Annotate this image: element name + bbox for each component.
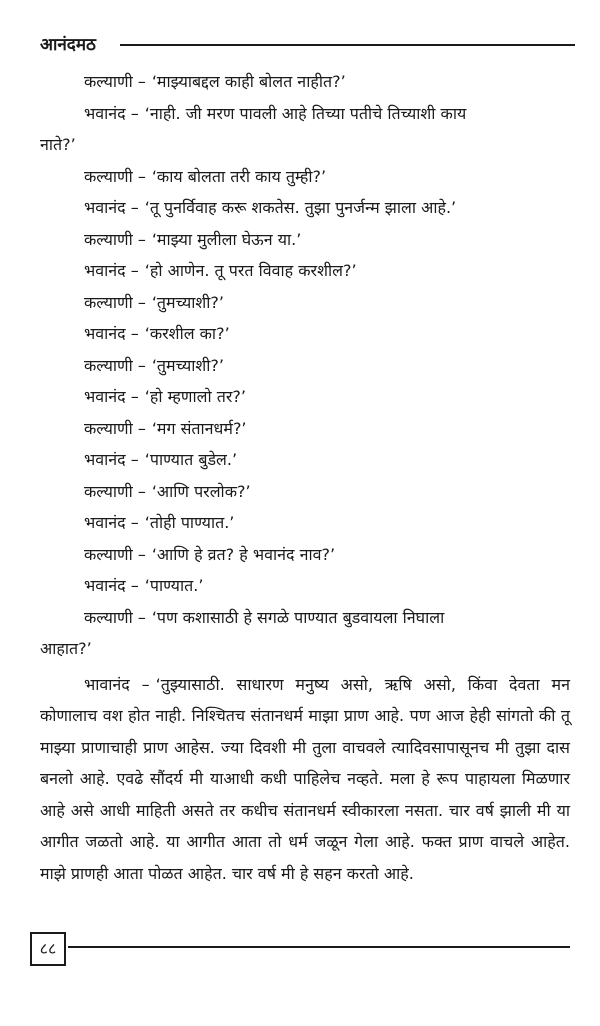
header-rule — [120, 44, 575, 46]
dialogue-text: ‘करशील का?’ — [144, 324, 230, 343]
dialogue-text: ‘हो म्हणालो तर?’ — [144, 387, 246, 406]
dialogue-line-continuation: आहात?’ — [40, 639, 92, 658]
speaker-name: भवानंद – — [84, 324, 139, 343]
dialogue-line — [40, 539, 570, 571]
dialogue-text: ‘नाही. जी मरण पावली आहे तिच्या पतीचे तिच्याशी काय — [144, 103, 467, 123]
dialogue-line — [40, 66, 570, 98]
dialogue-text: ‘माझ्या मुलीला घेऊन या.’ — [151, 229, 302, 249]
dialogue-line — [40, 350, 570, 382]
footer-rule — [68, 946, 570, 948]
dialogue-text: ‘मग संतानधर्म?’ — [151, 418, 247, 438]
dialogue-text: ‘आणि हे व्रत? हे भवानंद नाव?’ — [151, 544, 336, 564]
dialogue-text: ‘पाण्यात.’ — [144, 576, 204, 595]
speaker-name: भवानंद – — [84, 513, 139, 532]
speaker-name: कल्याणी – — [84, 229, 146, 249]
dialogue-text: ‘माझ्याबद्दल काही बोलत नाहीत?’ — [151, 72, 346, 91]
dialogue-line — [40, 602, 570, 634]
speaker-name: कल्याणी – — [84, 418, 146, 438]
page-footer — [30, 932, 570, 972]
dialogue-line — [40, 507, 570, 539]
dialogue-line — [40, 224, 570, 256]
speaker-name: भवानंद – — [84, 450, 139, 469]
dialogue-text: ‘पाण्यात बुडेल.’ — [144, 450, 238, 469]
paragraph-text: ‘तुझ्यासाठी. साधारण मनुष्य असो, ऋषि असो, किंवा देवता मन कोणालाच वश होत नाही. निश्चितच संतानधर्म माझा प्राण आहे. पण आज हेही सांगतो की तू माझ्या प्राणाचाही प्राण आहेस. ज्या दिवशी मी तुला वाचवले त्यादिवसापासूनच मी तुझा दास बनलो आहे. एवढे सौंदर्य मी याआधी कधी पाहिलेच नव्हते. मला हे रूप पाहायला मिळणार आहे असे आधी माहिती असते तर कधीच संतानधर्म स्वीकारला नसता. चार वर्ष झाली मी या आगीत जळतो आहे. या आगीत आता तो धर्म जळून गेला आहे. फक्त प्राण वाचले आहेत. माझे प्राणही आता पोळत आहेत. चार वर्ष मी हे सहन करतो आहे. — [40, 674, 570, 883]
speaker-name: भवानंद – — [84, 198, 139, 217]
speaker-name: कल्याणी – — [84, 481, 146, 501]
dialogue-text: ‘काय बोलता तरी काय तुम्ही?’ — [151, 166, 327, 186]
dialogue-line — [40, 413, 570, 445]
dialogue-text: ‘हो आणेन. तू परत विवाह करशील?’ — [144, 261, 357, 280]
speaker-name: कल्याणी – — [84, 72, 146, 91]
speaker-name: कल्याणी – — [84, 607, 146, 627]
dialogue-text: ‘तुमच्याशी?’ — [151, 355, 224, 375]
dialogue-line-continuation: नाते?’ — [40, 135, 76, 154]
dialogue-line — [40, 444, 570, 476]
page-number: ८८ — [30, 932, 66, 966]
running-header — [40, 33, 575, 59]
dialogue-text: ‘आणि परलोक?’ — [151, 481, 251, 501]
dialogue-line — [40, 98, 570, 130]
dialogue-text: ‘तुमच्याशी?’ — [151, 292, 224, 312]
dialogue-line — [40, 192, 570, 224]
dialogue-text: ‘तोही पाण्यात.’ — [144, 513, 235, 532]
dialogue-line — [40, 476, 570, 508]
speaker-name: कल्याणी – — [84, 292, 146, 312]
speaker-name: भावानंद – — [84, 674, 150, 694]
dialogue-text: ‘तू पुनर्विवाह करू शकतेस. तुझा पुनर्जन्म झाला आहे.’ — [144, 198, 457, 217]
speaker-name: भवानंद – — [84, 387, 139, 406]
final-paragraph — [40, 669, 570, 890]
dialogue-text: ‘पण कशासाठी हे सगळे पाण्यात बुडवायला निघाला — [151, 607, 445, 627]
dialogue-list — [40, 66, 570, 665]
dialogue-line — [40, 255, 570, 287]
speaker-name: भवानंद – — [84, 576, 139, 595]
speaker-name: कल्याणी – — [84, 166, 146, 186]
speaker-name: कल्याणी – — [84, 355, 146, 375]
dialogue-line — [40, 381, 570, 413]
dialogue-line — [40, 161, 570, 193]
dialogue-line — [40, 318, 570, 350]
dialogue-line — [40, 570, 570, 602]
speaker-name: कल्याणी – — [84, 544, 146, 564]
speaker-name: भवानंद – — [84, 261, 139, 280]
book-title: आनंदमठ — [40, 33, 100, 57]
page-body — [40, 66, 570, 889]
speaker-name: भवानंद – — [84, 103, 139, 123]
dialogue-line — [40, 287, 570, 319]
